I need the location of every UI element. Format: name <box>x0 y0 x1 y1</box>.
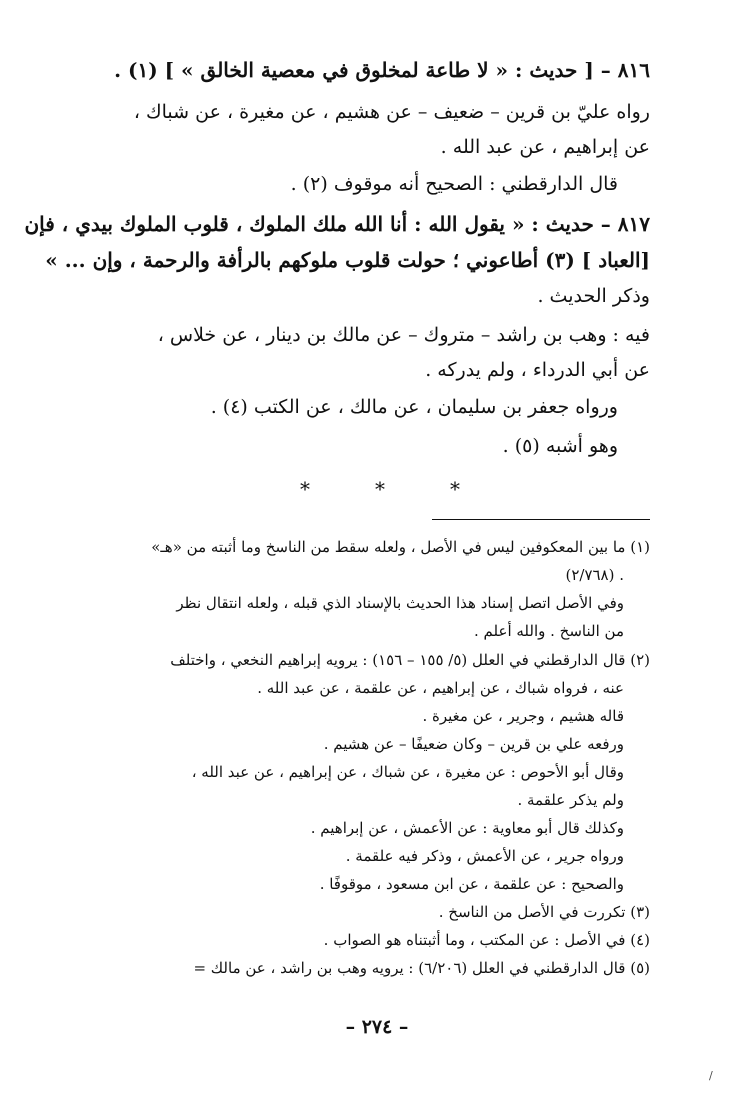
footnote-line-12: ورواه جرير ، عن الأعمش ، وذكر فيه علقمة . <box>345 847 624 865</box>
footnote-line-7: قاله هشيم ، وجرير ، عن مغيرة . <box>422 707 624 725</box>
footnote-line-4: من الناسخ . والله أعلم . <box>474 622 624 640</box>
corner-mark: / <box>709 1069 713 1082</box>
section-separator <box>300 477 460 501</box>
footnote-line-10: ولم يذكر علقمة . <box>517 791 624 809</box>
hadith-817-heading-line-1: ٨١٧ – حديث : « يقول الله : أنا الله ملك الملوك ، قلوب الملوك بيدي ، فإن <box>24 212 650 236</box>
footnote-line-13: والصحيح : عن علقمة ، عن ابن مسعود ، موقوفًا . <box>319 875 624 893</box>
hadith-817-line-2: فيه : وهب بن راشد – متروك – عن مالك بن دينار ، عن خلاس ، <box>157 324 650 346</box>
footnote-line-9: وقال أبو الأحوص : عن مغيرة ، عن شباك ، عن إبراهيم ، عن عبد الله ، <box>191 763 624 781</box>
hadith-816-line-1: رواه عليّ بن قرين – ضعيف – عن هشيم ، عن مغيرة ، عن شباك ، <box>133 101 650 123</box>
footnote-line-5: (٢) قال الدارقطني في العلل (٥/ ١٥٥ – ١٥٦) : يرويه إبراهيم النخعي ، واختلف <box>170 651 650 669</box>
separator-star: * <box>450 477 460 501</box>
hadith-817-line-1: وذكر الحديث . <box>537 285 650 307</box>
separator-star: * <box>300 477 310 501</box>
footnote-line-3: وفي الأصل اتصل إسناد هذا الحديث بالإسناد الذي قبله ، ولعله انتقال نظر <box>176 594 624 612</box>
separator-star: * <box>375 477 385 501</box>
footnote-line-14: (٣) تكررت في الأصل من الناسخ . <box>438 903 650 921</box>
hadith-817-line-5: وهو أشبه (٥) . <box>502 435 618 457</box>
footnote-line-16: (٥) قال الدارقطني في العلل (٦/٢٠٦) : يرويه وهب بن راشد ، عن مالك = <box>193 959 650 977</box>
hadith-816-heading: ٨١٦ – [ حديث : « لا طاعة لمخلوق في معصية الخالق » ] (١) . <box>114 58 650 82</box>
footnote-line-15: (٤) في الأصل : عن المكتب ، وما أثبتناه هو الصواب . <box>323 931 650 949</box>
hadith-817-line-4: ورواه جعفر بن سليمان ، عن مالك ، عن الكتب (٤) . <box>210 396 618 418</box>
hadith-817-line-3: عن أبي الدرداء ، ولم يدركه . <box>425 359 650 381</box>
footnote-line-11: وكذلك قال أبو معاوية : عن الأعمش ، عن إبراهيم . <box>310 819 624 837</box>
page-number: – ٢٧٤ – <box>345 1016 409 1038</box>
hadith-816-line-3: قال الدارقطني : الصحيح أنه موقوف (٢) . <box>290 173 618 195</box>
hadith-816-line-2: عن إبراهيم ، عن عبد الله . <box>440 136 650 158</box>
footnote-line-1: (١) ما بين المعكوفين ليس في الأصل ، ولعله سقط من الناسخ وما أثبته من «هـ» <box>151 538 650 556</box>
footnote-line-2: (٢/٧٦٨) . <box>565 566 624 584</box>
hadith-817-heading-line-2: [العباد ] (٣) أطاعوني ؛ حولت قلوب ملوكهم بالرأفة والرحمة ، وإن ... » <box>45 248 650 272</box>
footnote-separator-rule <box>432 519 650 520</box>
footnote-line-8: ورفعه علي بن قرين – وكان ضعيفًا – عن هشيم . <box>323 735 624 753</box>
footnote-line-6: عنه ، فرواه شباك ، عن إبراهيم ، عن علقمة ، عن عبد الله . <box>257 679 624 697</box>
